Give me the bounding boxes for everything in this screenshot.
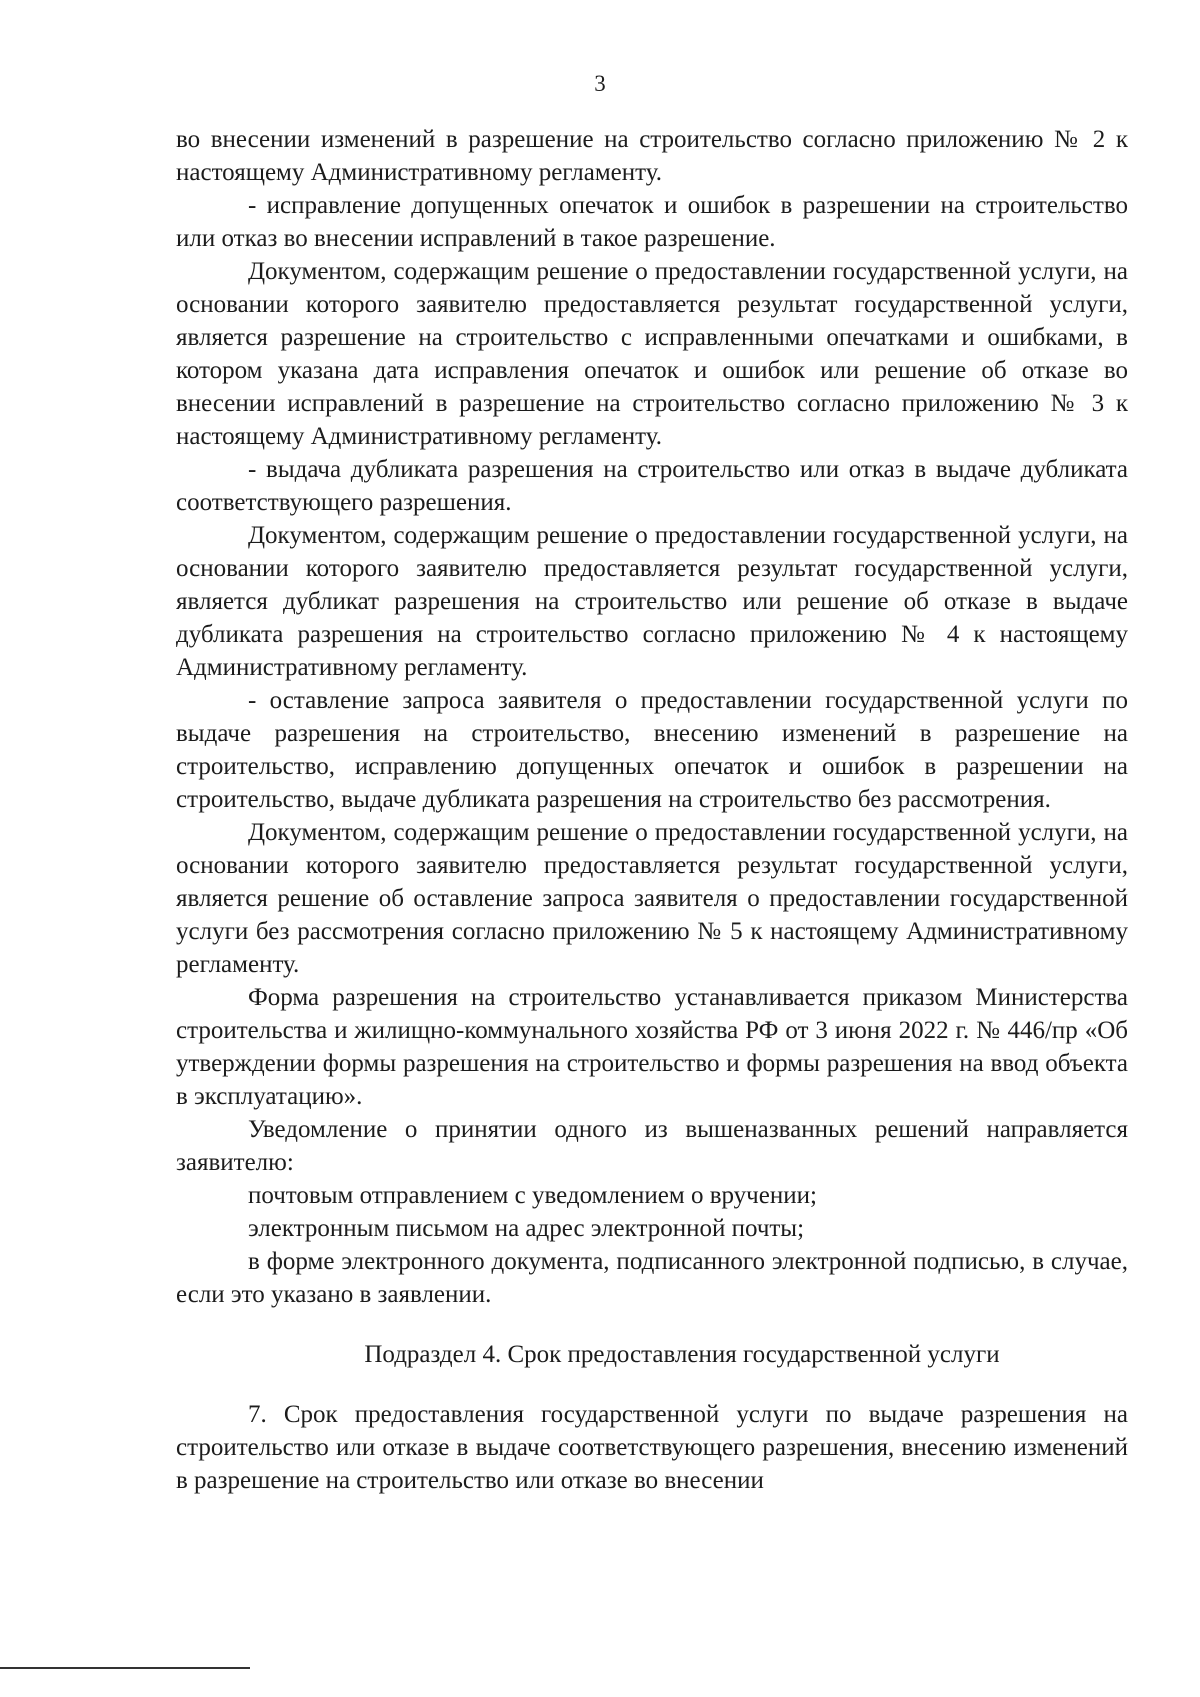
list-item-correction: - исправление допущенных опечаток и ошибок в разрешении на строительство или отказ во внесении исправлений в такое разрешение. <box>176 192 1128 252</box>
notification-method-email: электронным письмом на адрес электронной почты; <box>248 1215 805 1242</box>
list-item-no-review: - оставление запроса заявителя о предоставлении государственной услуги по выдаче разрешения на строительство, внесению изменений в разрешение на строительство, исправлению допущенных опечаток и ошибок в разрешении на строительство, выдаче дубликата разрешения на строительство без рассмотрения. <box>176 687 1128 813</box>
document-body <box>176 123 1128 1497</box>
notification-method-post: почтовым отправлением с уведомлением о вручении; <box>248 1182 817 1209</box>
paragraph-no-review-decision: Документом, содержащим решение о предоставлении государственной услуги, на основании которого заявителю предоставляется результат государственной услуги, является решение об оставление запроса заявителя о предоставлении государственной услуги без рассмотрения согласно приложению № 5 к настоящему Административному регламенту. <box>176 819 1128 978</box>
notification-method-electronic: в форме электронного документа, подписанного электронной подписью, в случае, если это указано в заявлении. <box>176 1248 1128 1308</box>
paragraph-term: 7. Срок предоставления государственной услуги по выдаче разрешения на строительство или отказе в выдаче соответствующего разрешения, внесению изменений в разрешение на строительство или отказе во внесении <box>176 1401 1128 1494</box>
paragraph-duplicate-decision: Документом, содержащим решение о предоставлении государственной услуги, на основании которого заявителю предоставляется результат государственной услуги, является дубликат разрешения на строительство или решение об отказе в выдаче дубликата разрешения на строительство согласно приложению № 4 к настоящему Административному регламенту. <box>176 522 1128 681</box>
subsection-heading: Подраздел 4. Срок предоставления государственной услуги <box>364 1341 1000 1368</box>
paragraph-notification: Уведомление о принятии одного из вышеназванных решений направляется заявителю: <box>176 1116 1128 1176</box>
paragraph-continuation: во внесении изменений в разрешение на строительство согласно приложению № 2 к настоящему Административному регламенту. <box>176 126 1128 186</box>
paragraph-correction-decision: Документом, содержащим решение о предоставлении государственной услуги, на основании которого заявителю предоставляется результат государственной услуги, является разрешение на строительство с исправленными опечатками и ошибками, в котором указана дата исправления опечаток и ошибок или решение об отказе во внесении исправлений в разрешение на строительство согласно приложению № 3 к настоящему Административному регламенту. <box>176 258 1128 450</box>
list-item-duplicate: - выдача дубликата разрешения на строительство или отказ в выдаче дубликата соответствующего разрешения. <box>176 456 1128 516</box>
footnote-divider <box>0 1667 250 1669</box>
paragraph-permit-form: Форма разрешения на строительство устанавливается приказом Министерства строительства и жилищно-коммунального хозяйства РФ от 3 июня 2022 г. № 446/пр «Об утверждении формы разрешения на строительство и формы разрешения на ввод объекта в эксплуатацию». <box>176 984 1128 1110</box>
page-number: 3 <box>594 71 606 96</box>
